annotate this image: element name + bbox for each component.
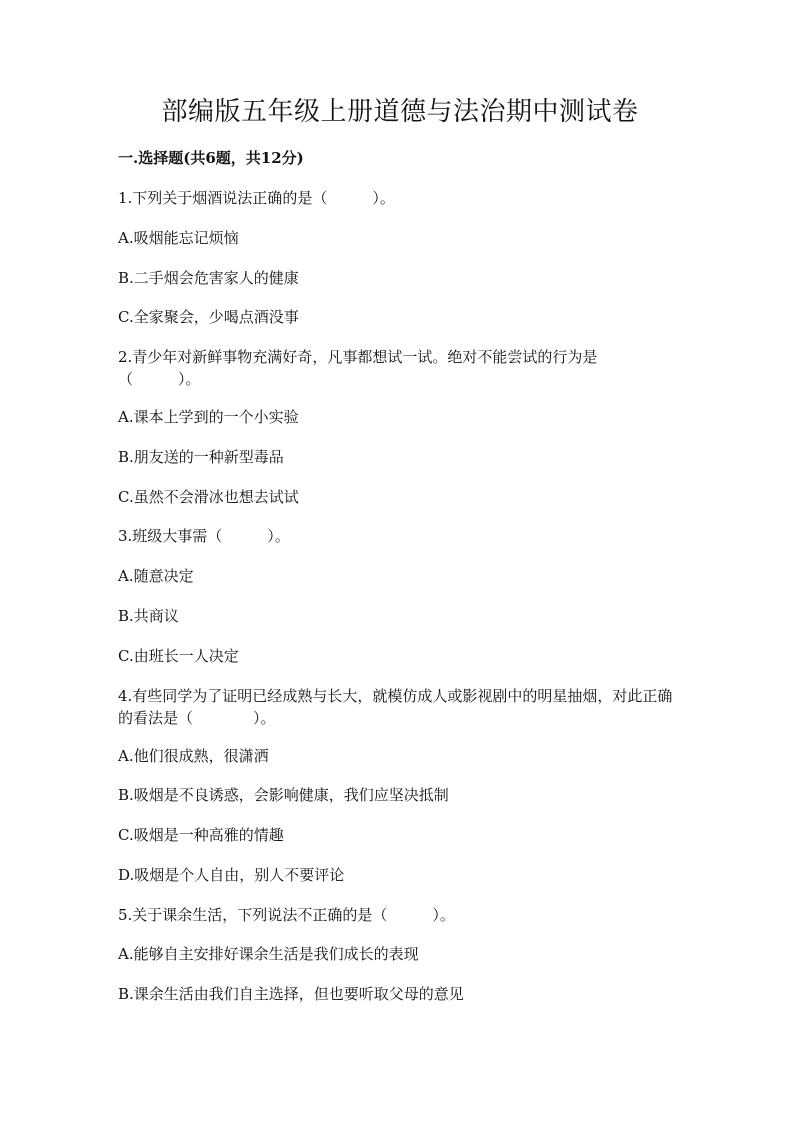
question-1-option-b: B.二手烟会危害家人的健康 bbox=[118, 269, 299, 287]
question-4-option-a: A.他们很成熟，很潇洒 bbox=[118, 747, 269, 765]
question-3-option-c: C.由班长一人决定 bbox=[118, 647, 239, 665]
section-heading: 一.选择题(共6题，共12分) bbox=[118, 149, 304, 167]
question-4-option-b: B.吸烟是不良诱惑，会影响健康，我们应坚决抵制 bbox=[118, 786, 449, 804]
question-5-option-b: B.课余生活由我们自主选择，但也要听取父母的意见 bbox=[118, 985, 464, 1003]
question-2-stem: 2.青少年对新鲜事物充满好奇，凡事都想试一试。绝对不能尝试的行为是（ ）。 bbox=[118, 348, 598, 388]
question-1-option-a: A.吸烟能忘记烦恼 bbox=[118, 229, 239, 247]
question-2-option-c: C.虽然不会滑冰也想去试试 bbox=[118, 488, 299, 506]
page-title: 部编版五年级上册道德与法治期中测试卷 bbox=[161, 97, 639, 127]
question-4-option-d: D.吸烟是个人自由，别人不要评论 bbox=[118, 866, 345, 884]
question-1-option-c: C.全家聚会，少喝点酒没事 bbox=[118, 308, 299, 326]
question-3-stem: 3.班级大事需（ ）。 bbox=[118, 527, 290, 545]
question-4-option-c: C.吸烟是一种高雅的情趣 bbox=[118, 826, 284, 844]
question-3-option-a: A.随意决定 bbox=[118, 567, 194, 585]
question-5-stem: 5.关于课余生活，下列说法不正确的是（ ）。 bbox=[118, 906, 455, 924]
question-2-option-a: A.课本上学到的一个小实验 bbox=[118, 408, 299, 426]
question-5-option-a: A.能够自主安排好课余生活是我们成长的表现 bbox=[118, 945, 419, 963]
question-1-stem: 1.下列关于烟酒说法正确的是（ ）。 bbox=[118, 189, 395, 207]
question-4-stem: 4.有些同学为了证明已经成熟与长大，就模仿成人或影视剧中的明星抽烟，对此正确的看法是（ ）。 bbox=[118, 687, 673, 727]
question-2-option-b: B.朋友送的一种新型毒品 bbox=[118, 448, 284, 466]
question-3-option-b: B.共商议 bbox=[118, 607, 179, 625]
